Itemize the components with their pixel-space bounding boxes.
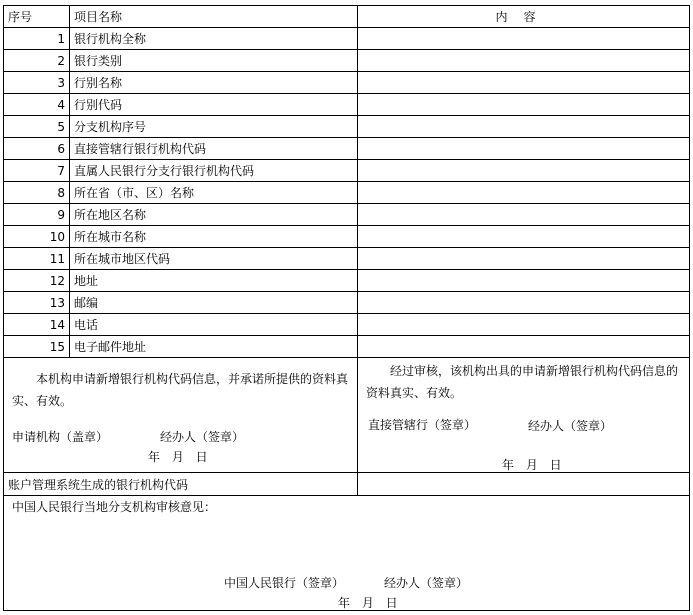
row-label: 银行机构全称 bbox=[70, 28, 358, 50]
pboc-seal-label: 中国人民银行（签章） bbox=[224, 576, 345, 590]
table-row bbox=[4, 94, 690, 116]
row-label: 地址 bbox=[70, 270, 358, 292]
row-content-field[interactable] bbox=[358, 314, 690, 336]
row-content-field[interactable] bbox=[358, 116, 690, 138]
applicant-declaration-cell bbox=[4, 358, 358, 473]
approval-handler-label: 经办人（签章） bbox=[528, 419, 613, 433]
row-label: 分支机构序号 bbox=[70, 116, 358, 138]
row-content-field[interactable] bbox=[358, 160, 690, 182]
row-number: 15 bbox=[4, 336, 70, 358]
declaration-row bbox=[4, 358, 690, 473]
row-number: 6 bbox=[4, 138, 70, 160]
applicant-handler-label: 经办人（签章） bbox=[160, 430, 245, 444]
row-content-field[interactable] bbox=[358, 292, 690, 314]
row-label: 所在省（市、区）名称 bbox=[70, 182, 358, 204]
applicant-seal-label: 申请机构（盖章） bbox=[12, 430, 109, 444]
header-item-name: 项目名称 bbox=[70, 6, 358, 28]
row-content-field[interactable] bbox=[358, 72, 690, 94]
superior-seal-label: 直接管辖行（签章） bbox=[368, 418, 477, 432]
table-row bbox=[4, 226, 690, 248]
row-label: 直接管辖行银行机构代码 bbox=[70, 138, 358, 160]
table-row bbox=[4, 138, 690, 160]
table-row bbox=[4, 28, 690, 50]
table-row bbox=[4, 182, 690, 204]
row-content-field[interactable] bbox=[358, 138, 690, 160]
row-content-field[interactable] bbox=[358, 336, 690, 358]
row-number: 13 bbox=[4, 292, 70, 314]
opinion-cell bbox=[4, 496, 690, 611]
row-content-field[interactable] bbox=[358, 28, 690, 50]
row-number: 1 bbox=[4, 28, 70, 50]
applicant-date: 年 月 日 bbox=[148, 450, 208, 464]
table-row bbox=[4, 160, 690, 182]
row-number: 5 bbox=[4, 116, 70, 138]
row-label: 直属人民银行分支行银行机构代码 bbox=[70, 160, 358, 182]
table-row bbox=[4, 116, 690, 138]
generated-code-label: 账户管理系统生成的银行机构代码 bbox=[4, 473, 358, 496]
declaration-text: 本机构申请新增银行机构代码信息，并承诺所提供的资料真实、有效。 bbox=[12, 372, 349, 408]
approval-text: 经过审核，该机构出具的申请新增银行机构代码信息的资料真实、有效。 bbox=[366, 364, 679, 400]
row-label: 银行类别 bbox=[70, 50, 358, 72]
row-label: 行别代码 bbox=[70, 94, 358, 116]
header-row bbox=[4, 6, 690, 28]
table-row bbox=[4, 270, 690, 292]
row-number: 12 bbox=[4, 270, 70, 292]
row-number: 4 bbox=[4, 94, 70, 116]
table-row bbox=[4, 292, 690, 314]
table-row bbox=[4, 204, 690, 226]
row-content-field[interactable] bbox=[358, 182, 690, 204]
row-content-field[interactable] bbox=[358, 50, 690, 72]
opinion-label: 中国人民银行当地分支机构审核意见： bbox=[12, 500, 217, 514]
opinion-row bbox=[4, 496, 690, 611]
generated-code-row bbox=[4, 473, 690, 496]
opinion-handler-label: 经办人（签章） bbox=[384, 576, 469, 590]
approval-date: 年 月 日 bbox=[502, 458, 562, 472]
row-number: 7 bbox=[4, 160, 70, 182]
generated-code-value-field[interactable] bbox=[358, 473, 690, 496]
row-content-field[interactable] bbox=[358, 226, 690, 248]
row-number: 14 bbox=[4, 314, 70, 336]
row-content-field[interactable] bbox=[358, 204, 690, 226]
row-label: 电子邮件地址 bbox=[70, 336, 358, 358]
row-number: 2 bbox=[4, 50, 70, 72]
table-row bbox=[4, 314, 690, 336]
row-number: 11 bbox=[4, 248, 70, 270]
opinion-date: 年 月 日 bbox=[338, 596, 398, 610]
row-number: 3 bbox=[4, 72, 70, 94]
row-content-field[interactable] bbox=[358, 248, 690, 270]
header-seq: 序号 bbox=[4, 6, 70, 28]
approval-cell bbox=[358, 358, 690, 473]
row-label: 所在城市地区代码 bbox=[70, 248, 358, 270]
header-content: 内容 bbox=[358, 6, 690, 28]
row-label: 电话 bbox=[70, 314, 358, 336]
row-label: 所在城市名称 bbox=[70, 226, 358, 248]
table-row bbox=[4, 248, 690, 270]
bank-code-application-form bbox=[3, 5, 690, 611]
row-content-field[interactable] bbox=[358, 270, 690, 292]
row-number: 10 bbox=[4, 226, 70, 248]
row-label: 行别名称 bbox=[70, 72, 358, 94]
row-label: 所在地区名称 bbox=[70, 204, 358, 226]
row-number: 9 bbox=[4, 204, 70, 226]
table-row bbox=[4, 50, 690, 72]
row-number: 8 bbox=[4, 182, 70, 204]
table-row bbox=[4, 336, 690, 358]
table-row bbox=[4, 72, 690, 94]
row-content-field[interactable] bbox=[358, 94, 690, 116]
row-label: 邮编 bbox=[70, 292, 358, 314]
